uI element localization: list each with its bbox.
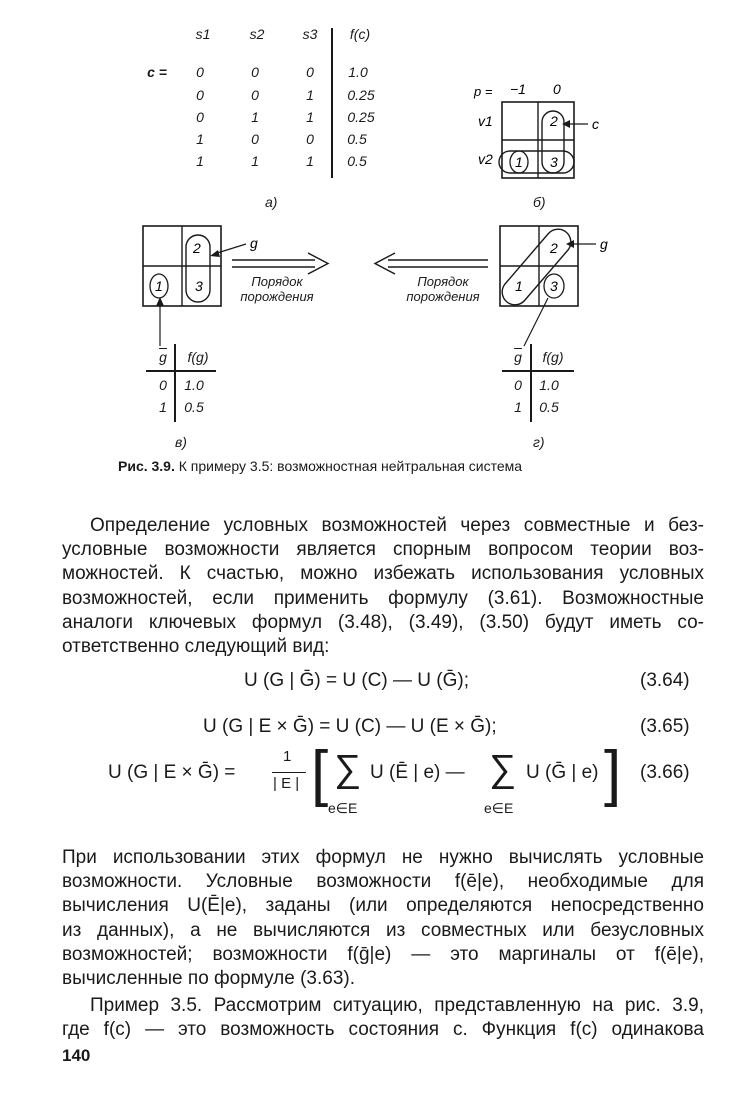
figure-caption-text: К примеру 3.5: возможностная нейтральная система [178,458,523,474]
table-a-cell: 1 [306,87,314,103]
fraction-denominator: | E | [273,775,300,792]
diagram-g-cell: 2 [550,240,558,256]
figure-label-b: б) [533,194,546,210]
paragraph-3 [62,994,704,1042]
arrow-label-g-line2: порождения [406,289,480,304]
left-bracket: [ [311,739,329,808]
diagram-b-col-label: −1 [510,81,526,97]
text-line: вычисленные по формуле (3.63). [62,968,356,990]
paragraph-1 [62,514,704,659]
table-v-divider [174,344,176,422]
figure-label-v: в) [175,434,187,450]
sum-term: U (Ē | e) — [370,762,465,783]
table-a-cell: 1 [306,153,314,169]
page-number: 140 [62,1046,91,1065]
diagram-v-pointer-label: g [250,235,258,251]
text-line: можностей. К счастью, можно избежать использования условных [62,563,704,585]
sum-term: U (Ḡ | e) [526,762,599,783]
table-a-cell: 1 [251,153,259,169]
text-line: При использовании этих формул не нужно вычислять условные [62,847,704,868]
table-g-header: $\overline{g}$ [514,349,522,365]
diagram-b-arrowhead [562,120,570,128]
diagram-v-cell: 1 [155,278,163,294]
table-v-cell: 1.0 [184,377,204,393]
diagram-v-arrowhead [210,250,220,257]
equation-3-64: U (G | Ḡ) = U (C) — U (Ḡ); [244,670,470,691]
text-line: из данных), а не вычисляются из совместных или безусловных [62,919,704,941]
table-a-cell: 1 [306,109,314,125]
table-g-header: f(g) [542,349,564,365]
table-g-cell: 1.0 [539,377,559,393]
equation-number: (3.64) [640,670,690,691]
diagram-g-cell: 1 [515,278,523,294]
diagram-b-row-label: v1 [478,113,493,129]
fraction-numerator: 1 [283,748,292,765]
text-line: аналоги ключевых формул (3.48), (3.49), (3.50) будут иметь со- [62,611,704,633]
table-a-row-label: c = [147,64,167,80]
diagram-b-row-label: v2 [478,151,493,167]
equation-number: (3.65) [640,716,690,737]
text-line: Определение условных возможностей через совместные и без- [90,515,704,536]
table-a-header-fc: f(c) [349,26,371,42]
table-a-cell: 0 [196,64,204,80]
diagram-v-cell: 3 [195,278,203,294]
equation-number: (3.66) [640,762,690,783]
table-g-cell: 1 [514,399,522,415]
table-v-cell: 0 [159,377,167,393]
equation-3-65: U (G | E × Ḡ) = U (C) — U (E × Ḡ); [203,716,497,737]
table-v-rule [146,370,216,372]
figure-label-a: а) [265,194,278,210]
diagram-g-pointer-label: g [600,236,608,252]
left-double-arrow [375,253,488,274]
arrow-label-v [222,274,332,304]
arrow-label-g-line1: Порядок [417,274,469,289]
table-v-cell: 0.5 [184,399,204,415]
arrow-label-g [388,274,498,304]
diagram-b-cell: 1 [515,154,523,170]
paragraph-2 [62,846,704,991]
equation-lhs: U (G | E × Ḡ) = [108,762,236,783]
table-a-cell: 0.25 [347,109,375,125]
table-a-cell: 1 [196,153,204,169]
table-a-cell: 0.5 [347,153,367,169]
table-a-cell: 0 [251,64,259,80]
diagram-v-pointer [214,244,246,254]
diagram-b-pointer-label: c [592,116,599,132]
diagram-b-col-label: 0 [553,81,561,97]
table-a-header-s1: s1 [195,26,211,42]
text-line: Пример 3.5. Рассмотрим ситуацию, представленную на рис. 3.9, [90,995,704,1016]
table-g-cell: 0.5 [539,399,559,415]
table-a-cell: 0 [196,109,204,125]
text-line: возможностей, если применить формулу (3.61). Возможностные [62,587,704,609]
diagram-g-loop [502,229,571,305]
diagram-v-cell: 2 [193,240,201,256]
table-a-cell: 0.25 [347,87,375,103]
text-line: вычисления U(Ē|e), заданы (или определяются непосредственно [62,895,704,917]
table-v-header: f(g) [187,349,209,365]
sum-subscript: e∈E [484,800,514,816]
table-g-rule [502,370,574,372]
figure-label-g: г) [533,434,545,450]
text-line: возможностей; возможности f(ḡ|e) — это маргиналы от f(ē|e), [62,943,704,965]
table-a-cell: 1 [196,131,204,147]
fraction-bar [272,772,306,773]
table-a-cell: 0 [306,131,314,147]
arrow-label-v-line1: Порядок [251,274,303,289]
table-a-header-s3: s3 [302,26,318,42]
sum-subscript: e∈E [328,800,358,816]
text-line: где f(c) — это возможность состояния c. Функция f(c) одинакова [62,1019,704,1041]
table-g-cell: 0 [514,377,522,393]
table-g-divider [530,344,532,422]
table-a-cell: 0 [196,87,204,103]
right-double-arrow [232,253,328,274]
equation-3-66 [108,739,628,830]
text-line: условные возможности является спорным вопросом теории воз- [62,539,704,561]
figure-caption [118,458,522,474]
sum-symbol: ∑ [334,748,362,790]
table-v-cell: 1 [159,399,167,415]
table-a-cell: 0.5 [347,131,367,147]
sum-symbol: ∑ [489,748,517,790]
text-line: возможности. Условные возможности f(ē|e), необходимые для [62,871,704,893]
diagram-b [470,78,620,198]
table-a-cell: 0 [251,87,259,103]
table-a-divider [331,28,333,178]
table-a-cell: 0 [251,131,259,147]
table-a-cell: 0 [306,64,314,80]
table-a-header-s2: s2 [249,26,265,42]
right-bracket: ] [604,739,622,808]
diagram-b-p-label: p = [474,84,493,99]
table-v-header: $\overline{g}$ [159,349,167,365]
arrow-label-v-line2: порождения [240,289,314,304]
diagram-b-cell: 3 [550,154,558,170]
text-line: ответственно следующий вид: [62,636,330,658]
diagram-g-cell: 3 [550,278,558,294]
table-a-cell: 1 [251,109,259,125]
figure-caption-prefix: Рис. 3.9. [118,458,175,474]
table-a-cell: 1.0 [348,64,368,80]
diagram-b-cell: 2 [550,113,558,129]
